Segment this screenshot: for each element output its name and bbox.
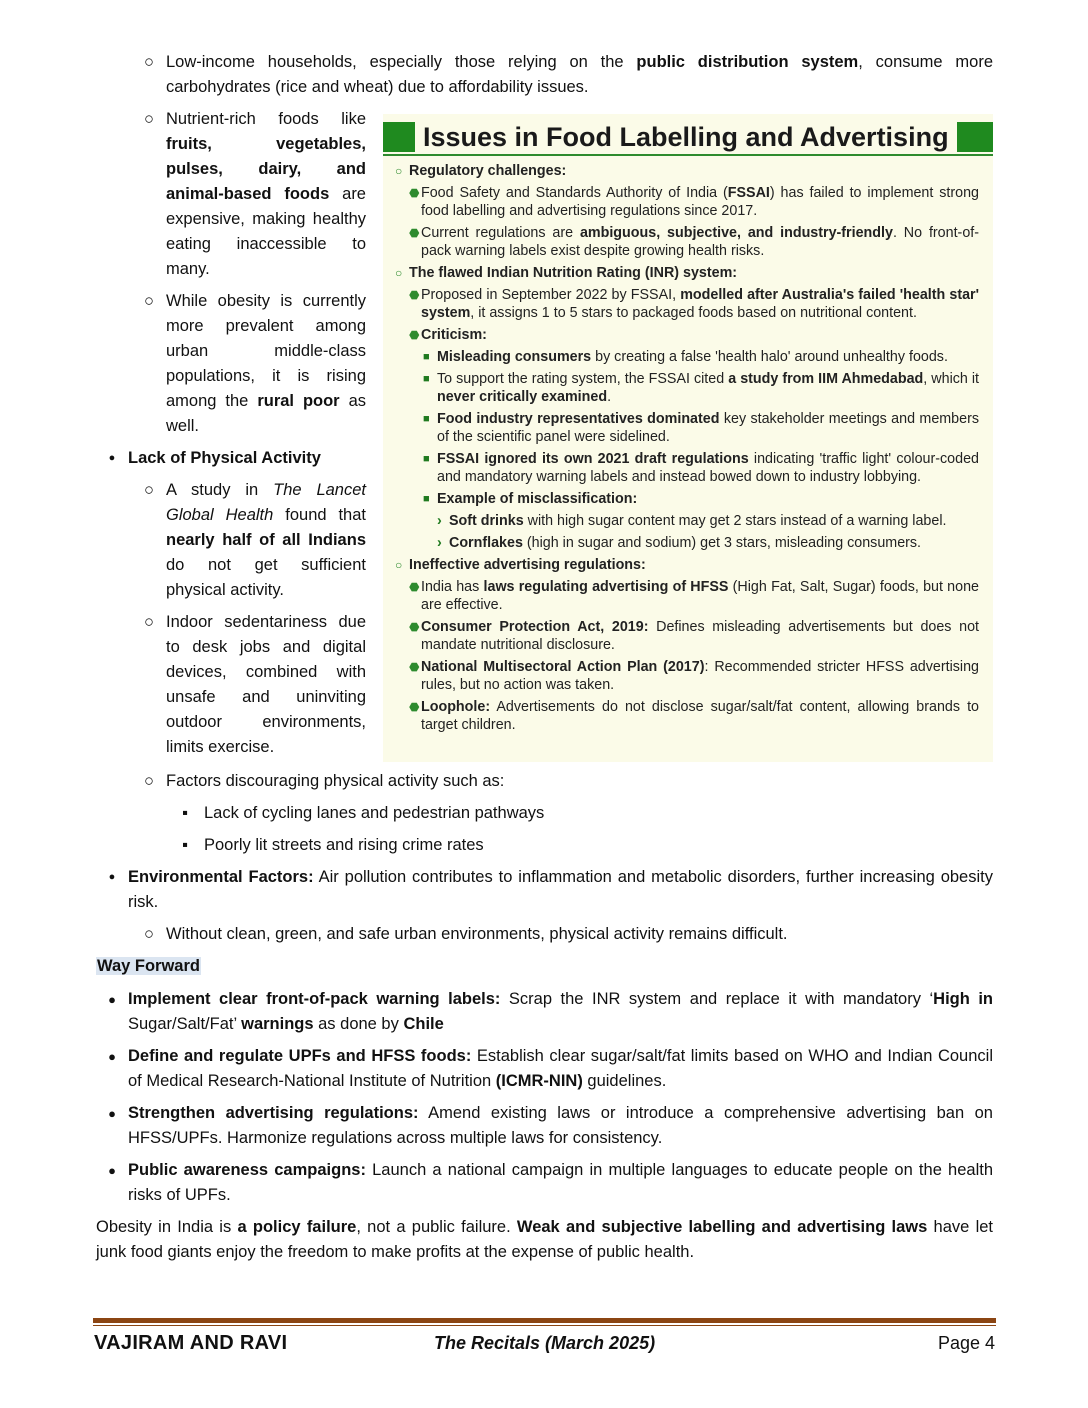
footer-rule-thin (93, 1325, 996, 1326)
way-forward-item (96, 987, 993, 1037)
text-run: Factors discouraging physical activity such as: (166, 772, 505, 790)
text-run: as well. (166, 392, 366, 435)
text-run: The Lancet Global Health (166, 481, 366, 524)
hex-bullet-icon: ⬣ (409, 288, 420, 302)
bullet-icon: ● (108, 1049, 116, 1064)
text-run: with high sugar content may get 2 stars instead of a warning label. (523, 513, 947, 529)
list-item (96, 769, 993, 794)
infobox-item (409, 286, 979, 322)
list-item (96, 107, 366, 282)
text-run: High in (933, 990, 993, 1008)
text-run: National Multisectoral Action Plan (2017) (421, 659, 705, 675)
infobox-items (395, 162, 979, 734)
bullet-icon: ● (108, 992, 116, 1007)
text-run: Lack of Physical Activity (128, 449, 321, 467)
infobox-item-text (421, 184, 979, 220)
text-run: Low-income households, especially those relying on the (166, 53, 637, 71)
text-run: Public awareness campaigns: (128, 1161, 366, 1179)
bullet-icon: ● (108, 1106, 116, 1121)
text-run: Launch a national campaign in multiple languages to educate people on the health risks of UPFs. (128, 1161, 993, 1204)
text-run: indicating 'traffic light' colour-coded and mandatory warning labels and instead bowed down to industry lobbying. (437, 451, 979, 485)
item-text (166, 769, 993, 794)
text-run: ) has failed to implement strong food labelling and advertising regulations since 2017. (421, 185, 979, 219)
text-run: (High Fat, Salt, Sugar) foods, but none are effective. (421, 579, 979, 613)
publisher-name: VAJIRAM AND RAVI (94, 1332, 288, 1354)
text-run: Food Safety and Standards Authority of India ( (421, 185, 728, 201)
circle-marker-icon: ○ (395, 266, 403, 280)
infobox-item-text (421, 618, 979, 654)
text-run: a policy failure (237, 1218, 357, 1236)
infobox-item-text (449, 512, 979, 530)
text-run: , which it (923, 371, 980, 387)
item-text (204, 833, 993, 858)
infobox-item (409, 578, 979, 614)
text-run: Ineffective advertising regulations: (409, 557, 646, 573)
item-text (166, 478, 366, 603)
text-run: Misleading consumers (437, 349, 592, 365)
text-run: Implement clear front-of-pack warning labels: (128, 990, 501, 1008)
item-text (128, 446, 366, 471)
text-run: Air pollution contributes to inflammation and metabolic disorders, further increasing obesity risk. (128, 868, 993, 911)
text-run: . (607, 389, 612, 405)
text-run: Amend existing laws or introduce a comprehensive advertising ban on HFSS/UPFs. Harmonize regulations across multiple laws for consistency. (128, 1104, 993, 1147)
list-item (96, 801, 993, 826)
text-run: , it assigns 1 to 5 stars to packaged foods based on nutritional content. (470, 305, 917, 321)
infobox-item (395, 264, 979, 282)
footer-rule (93, 1318, 996, 1323)
infobox-item-text (421, 286, 979, 322)
item-text (166, 107, 366, 282)
infobox-item (395, 556, 979, 574)
hollow-bullet-icon: ○ (144, 925, 154, 943)
publication-title: The Recitals (March 2025) (434, 1333, 656, 1353)
text-run: Lack of cycling lanes and pedestrian pathways (204, 804, 545, 822)
hex-bullet-icon: ⬣ (409, 328, 420, 342)
way-forward-item (96, 1101, 993, 1151)
infobox-item (409, 326, 979, 344)
text-run: . No front-of-pack warning labels exist despite growing health risks. (421, 225, 980, 259)
infobox-item (409, 658, 979, 694)
hex-bullet-icon: ⬣ (409, 700, 420, 714)
text-run: Without clean, green, and safe urban environments, physical activity remains difficult. (166, 925, 788, 943)
text-run: have let junk food giants enjoy the freedom to make profits at the expense of public health. (96, 1218, 994, 1261)
page-footer (93, 1318, 996, 1355)
list-item (96, 833, 993, 858)
infobox-item-text (421, 326, 979, 344)
text-run: nearly half of all Indians (166, 531, 366, 549)
text-run: Regulatory challenges: (409, 163, 567, 179)
text-run: Strengthen advertising regulations: (128, 1104, 419, 1122)
text-run: , consume more carbohydrates (rice and wheat) due to affordability issues. (166, 53, 994, 96)
infobox-item-text (409, 162, 979, 180)
item-text (128, 987, 993, 1037)
text-run: Example of misclassification: (437, 491, 638, 507)
text-run: as done by (313, 1015, 404, 1033)
text-run: guidelines. (582, 1072, 667, 1090)
list-item (96, 922, 993, 947)
text-run: Indoor sedentariness due to desk jobs and digital devices, combined with unsafe and uninviting outdoor environments, limits exercise. (166, 613, 366, 756)
text-run: a study from IIM Ahmedabad (728, 371, 924, 387)
text-run: Proposed in September 2022 by FSSAI, (421, 287, 681, 303)
infobox-item-text (437, 370, 979, 406)
text-run: Define and regulate UPFs and HFSS foods: (128, 1047, 472, 1065)
infobox-item (423, 490, 979, 508)
text-run: FSSAI (727, 185, 770, 201)
text-run: Scrap the INR system and replace it with mandatory ‘ (500, 990, 934, 1008)
square-bullet-icon: ■ (423, 493, 430, 505)
text-run: FSSAI ignored its own 2021 draft regulations (437, 451, 749, 467)
item-text (128, 1101, 993, 1151)
text-run: by creating a false 'health halo' around unhealthy foods. (591, 349, 948, 365)
infobox-item-text (437, 450, 979, 486)
text-run: Consumer Protection Act, 2019: (421, 619, 649, 635)
square-bullet-icon: ■ (423, 453, 430, 465)
text-run: Current regulations are (421, 225, 580, 241)
after-list (96, 769, 993, 947)
infobox-item-text (449, 534, 979, 552)
title-bar-decoration (383, 122, 415, 152)
list-item (96, 478, 366, 603)
text-run: laws regulating advertising of HFSS (483, 579, 729, 595)
infobox-item (423, 450, 979, 486)
infobox-item-text (421, 224, 979, 260)
item-text (204, 801, 993, 826)
text-run: are expensive, making healthy eating inaccessible to many. (166, 185, 366, 278)
text-run: Food industry representatives dominated (437, 411, 720, 427)
bullet-icon: ● (108, 871, 116, 883)
text-run: To support the rating system, the FSSAI cited (437, 371, 729, 387)
text-run: Environmental Factors: (128, 868, 314, 886)
text-run: The flawed Indian Nutrition Rating (INR) system: (409, 265, 738, 281)
title-bar-decoration (957, 122, 993, 152)
square-bullet-icon: ▪ (182, 836, 188, 854)
way-forward-item (96, 1044, 993, 1094)
infobox-item (409, 224, 979, 260)
text-run: : Recommended stricter HFSS advertising rules, but no action was taken. (421, 659, 979, 693)
hex-bullet-icon: ⬣ (409, 186, 420, 200)
way-forward-list (96, 987, 993, 1208)
text-run: Obesity in India is (96, 1218, 238, 1236)
infobox-item-text (437, 410, 979, 446)
text-run: Loophole: (421, 699, 491, 715)
item-text (128, 1158, 993, 1208)
page-number: Page 4 (937, 1333, 995, 1353)
text-run: rural poor (257, 392, 340, 410)
infobox-item (423, 370, 979, 406)
way-forward-item (96, 1158, 993, 1208)
bullet-icon: ● (108, 1163, 116, 1178)
item-text (128, 1044, 993, 1094)
infobox-item (437, 512, 979, 530)
square-bullet-icon: ■ (423, 351, 430, 363)
circle-marker-icon: ○ (395, 164, 403, 178)
hollow-bullet-icon: ○ (144, 53, 154, 71)
infobox-item (423, 410, 979, 446)
item-text (166, 610, 366, 760)
list-item (96, 446, 366, 471)
left-column (96, 107, 366, 767)
circle-marker-icon: ○ (395, 558, 403, 572)
page-content (96, 50, 993, 1265)
infobox-item (409, 698, 979, 734)
text-run: Soft drinks (449, 513, 524, 529)
text-run: Nutrient-rich foods like (166, 110, 366, 128)
text-run: , not a public failure. (356, 1218, 517, 1236)
item-text (166, 922, 993, 947)
text-run: Poorly lit streets and rising crime rates (204, 836, 484, 854)
infobox-item (423, 348, 979, 366)
food-labelling-infobox (383, 114, 993, 762)
two-column-section (96, 107, 993, 767)
item-text (128, 865, 993, 915)
list-item (96, 865, 993, 915)
infobox-title (383, 120, 993, 156)
square-bullet-icon: ■ (423, 413, 430, 425)
text-run: While obesity is currently more prevalent among urban middle-class populations, it is rising among the (166, 292, 366, 410)
text-run: Sugar/Salt/Fat’ (128, 1015, 242, 1033)
infobox-item-text (437, 490, 979, 508)
infobox-item-text (421, 578, 979, 614)
item-text (166, 289, 366, 439)
infobox-item (395, 162, 979, 180)
text-run: Cornflakes (449, 535, 523, 551)
text-run: Criticism: (421, 327, 487, 343)
infobox-item-text (421, 658, 979, 694)
square-bullet-icon: ▪ (182, 804, 188, 822)
infobox-item (409, 618, 979, 654)
list-item (96, 610, 366, 760)
text-run: warnings (241, 1015, 314, 1033)
section-heading: Way Forward (97, 957, 200, 975)
item-text (166, 50, 993, 100)
text-run: Weak and subjective labelling and advertising laws (516, 1218, 928, 1236)
chevron-right-icon: › (437, 513, 442, 529)
conclusion-paragraph (96, 1215, 993, 1265)
text-run: found that (273, 506, 366, 524)
hex-bullet-icon: ⬣ (409, 660, 420, 674)
bullet-icon: ● (108, 452, 116, 464)
text-run: (high in sugar and sodium) get 3 stars, misleading consumers. (522, 535, 922, 551)
hex-bullet-icon: ⬣ (409, 580, 420, 594)
text-run: A study in (166, 481, 274, 499)
text-run: key stakeholder meetings and members of the scientific panel were sidelined. (437, 411, 979, 445)
infobox-item-text (409, 556, 979, 574)
text-run: ambiguous, subjective, and industry-friendly (579, 225, 893, 241)
way-forward-heading (96, 954, 993, 979)
infobox-title-text: Issues in Food Labelling and Advertising (423, 122, 949, 152)
text-run: Defines misleading advertisements but does not mandate nutritional disclosure. (421, 619, 979, 653)
text-run: modelled after Australia's failed 'health star' system (421, 287, 980, 321)
text-run: never critically examined (437, 389, 608, 405)
list-item (96, 289, 366, 439)
square-bullet-icon: ■ (423, 373, 430, 385)
hollow-bullet-icon: ○ (144, 613, 154, 631)
hollow-bullet-icon: ○ (144, 110, 154, 128)
hex-bullet-icon: ⬣ (409, 226, 420, 240)
hollow-bullet-icon: ○ (144, 292, 154, 310)
infobox-item-text (421, 698, 979, 734)
infobox-item (409, 184, 979, 220)
chevron-right-icon: › (437, 535, 442, 551)
text-run: (ICMR-NIN) (495, 1072, 583, 1090)
infobox-item (437, 534, 979, 552)
text-run: public distribution system (636, 53, 859, 71)
text-run: Advertisements do not disclose sugar/salt/fat content, allowing brands to target children. (421, 699, 979, 733)
text-run: Establish clear sugar/salt/fat limits based on WHO and Indian Council of Medical Research-National Institute of Nutrition (128, 1047, 993, 1090)
list-item (96, 50, 993, 100)
text-run: fruits, vegetables, pulses, dairy, and animal-based foods (166, 135, 366, 203)
hollow-bullet-icon: ○ (144, 772, 154, 790)
hollow-bullet-icon: ○ (144, 481, 154, 499)
infobox-item-text (409, 264, 979, 282)
text-run: do not get sufficient physical activity. (166, 556, 366, 599)
infobox-item-text (437, 348, 979, 366)
text-run: Chile (403, 1015, 444, 1033)
hex-bullet-icon: ⬣ (409, 620, 420, 634)
text-run: India has (421, 579, 484, 595)
